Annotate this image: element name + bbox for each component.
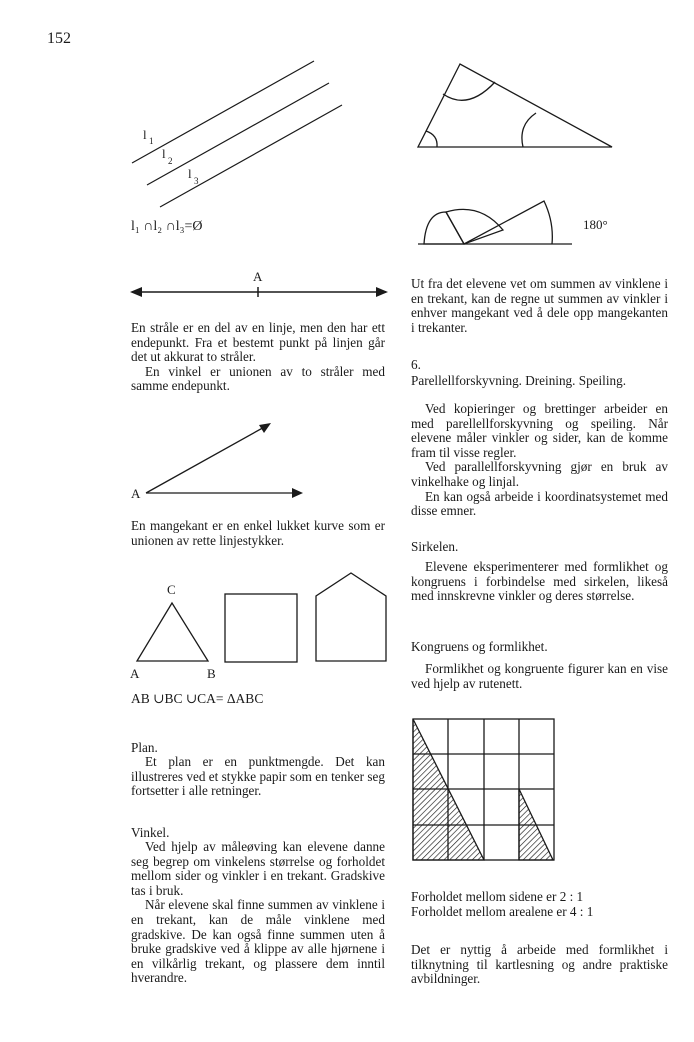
union-formula: AB ∪BC ∪CA= ΔABC (131, 691, 264, 706)
ray-definition (131, 321, 385, 394)
angle-paragraph: En vinkel er unionen av to stråler med samme endepunkt. (131, 363, 385, 394)
transform-section (411, 402, 668, 519)
transform-paragraph-1: Ved kopieringer og brettinger arbeider en med parellellforskyvning og speiling. Når elevene måler vinkler og sider, kan de komme fram til visse regler. (411, 401, 668, 460)
sirkel-section (411, 560, 668, 604)
polygon-definition (131, 519, 385, 548)
page-number: 152 (47, 30, 71, 47)
line-label-l1: l (143, 127, 147, 142)
angle-sum-paragraph: Ut fra det elevene vet om summen av vinklene i en trekant, kan de regne ut summen av vinkler i enhver mangekant ved å dele opp mangekanten i trekanter. (411, 276, 668, 335)
transform-paragraph-2: Ved parallellforskyvning gjør en bruk av vinkelhake og linjal. (411, 459, 668, 489)
plan-heading: Plan. (131, 740, 158, 755)
ratio-areas: Forholdet mellom arealene er 4 : 1 (411, 904, 594, 919)
plan-paragraph: Et plan er en punktmengde. Det kan illustreres ved et stykke papir som en tenker seg fortsetter i alle retninger. (131, 754, 385, 799)
angle-vertex-label: A (131, 486, 141, 501)
polygon-paragraph: En mangekant er en enkel lukket kurve som er unionen av rette linjestykker. (131, 518, 385, 548)
vinkel-paragraph-2: Når elevene skal finne summen av vinklene i en trekant, kan de måle vinklene med gradskive. De kan også finne summen uten å bruke gradskive ved å klippe av alle hjørnene i en vilkårlig trekant, og plassere dem inntil hverandre. (131, 897, 385, 986)
line-label-l2: l (162, 146, 166, 161)
triangle-label-a: A (130, 666, 140, 681)
line-label-l3: l (188, 166, 192, 181)
kongruens-heading: Kongruens og formlikhet. (411, 639, 548, 654)
ray-paragraph: En stråle er en del av en linje, men den har ett endepunkt. Fra et bestemt punkt på linjen går det ut akkurat to stråler. (131, 320, 385, 365)
intersection-formula: l₁ ∩l₂ ∩l₃=Ø (131, 219, 203, 234)
vinkel-heading: Vinkel. (131, 825, 170, 840)
section-title: Parellellforskyvning. Dreining. Speiling. (411, 373, 626, 388)
sirkel-heading: Sirkelen. (411, 539, 459, 554)
point-a-label: A (253, 269, 263, 284)
angle-sum-section (411, 277, 668, 335)
line-label-sub1: 1 (149, 136, 154, 146)
similarity-grid-figure (0, 715, 694, 875)
closing-section (411, 943, 668, 987)
transform-paragraph-3: En kan også arbeide i koordinatsystemet med disse emner. (411, 488, 668, 519)
angle-sum-figure (0, 198, 694, 258)
ratio-sides: Forholdet mellom sidene er 2 : 1 (411, 889, 584, 904)
kongruens-paragraph: Formlikhet og kongruente figurer kan en vise ved hjelp av rutenett. (411, 661, 668, 691)
triangle-label-c: C (167, 582, 176, 597)
degrees-label: 180° (583, 217, 608, 232)
line-label-sub2: 2 (168, 156, 173, 166)
kongruens-section (411, 662, 668, 691)
triangle-angles-figure (0, 55, 694, 175)
vinkel-paragraph-1: Ved hjelp av måleøving kan elevene danne seg begrep om vinkelens størrelse og forholdet mellom sider og vinkler i en trekant. Gradskive tas i bruk. (131, 839, 385, 898)
sirkel-paragraph: Elevene eksperimenterer med formlikhet og kongruens i forbindelse med sirkelen, likeså med innskrevne vinkler og deres størrelse. (411, 559, 668, 604)
line-label-sub3: 3 (194, 176, 199, 186)
section-number: 6. (411, 357, 421, 372)
closing-paragraph: Det er nyttig å arbeide med formlikhet i tilknytning til kartlesning og andre praktiske avbildninger. (411, 942, 668, 987)
triangle-label-b: B (207, 666, 216, 681)
